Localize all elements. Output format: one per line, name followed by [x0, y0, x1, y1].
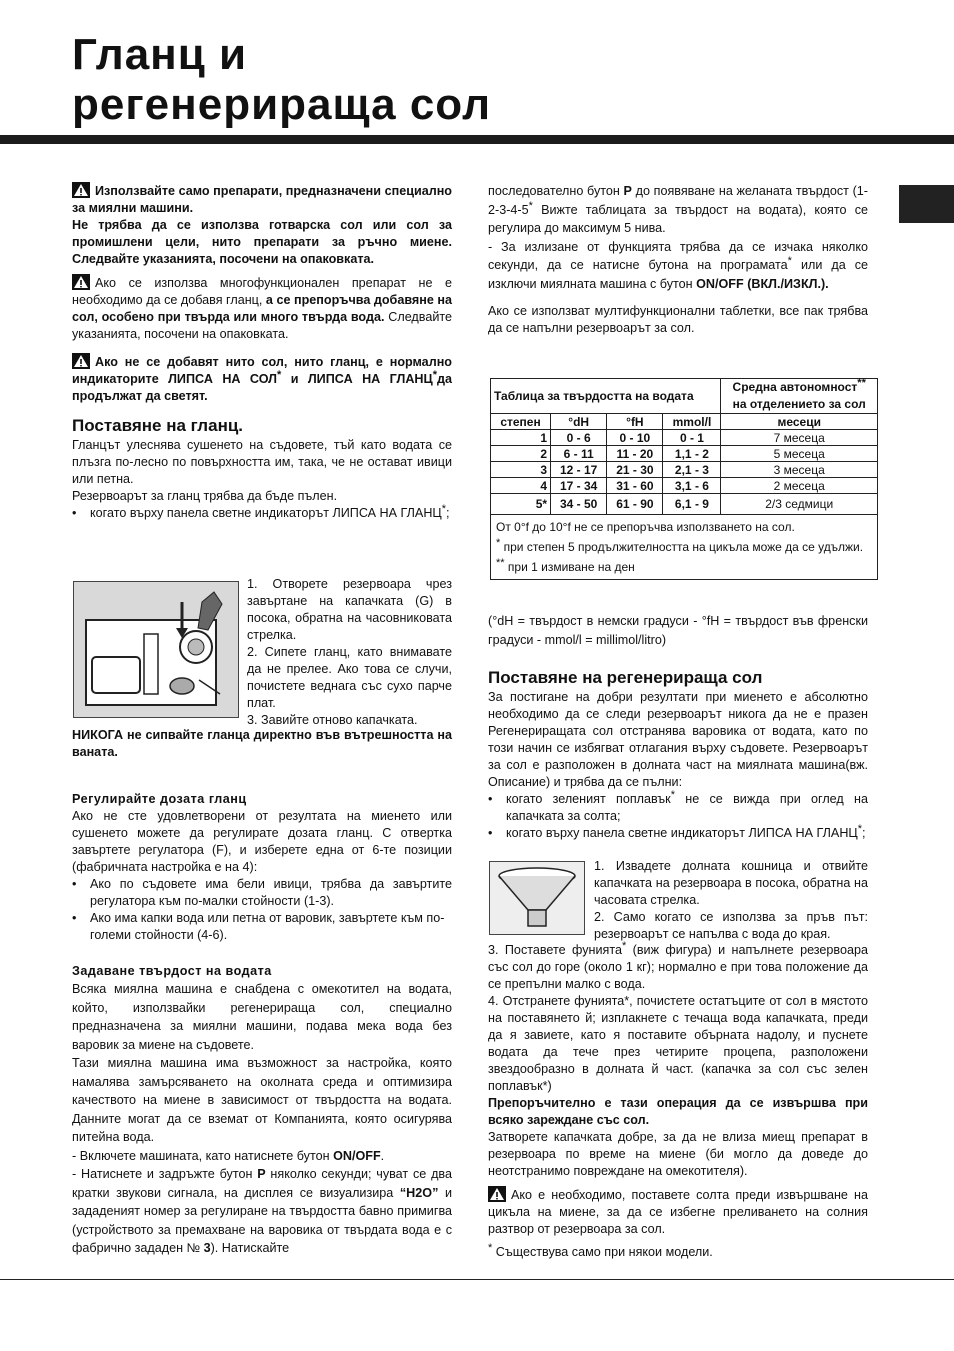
salt-warning: Ако е необходимо, поставете солта преди извършване на цикъла на миене, за да се избегне преливането на солния разтвор от резервоара за сол. [488, 1188, 868, 1236]
salt-step-4: 4. Отстранете фунията*, почистете остатъците от сол в мястото на поставянето й; изплакнете с течаща вода капачката, преди да я завиете, като я поставите обърната надолу, и пуснете водата да тече през четирите процепа, разположени звездообразно в долната й част. (капачка за сол със зелен поплавък*) [488, 994, 868, 1093]
hardness-exit: - За излизане от функцията трябва да се изчака няколко секунди, да се натисне бутона на програмата* или да се изключи миялната машина с бутон ON/OFF (ВКЛ./ИЗКЛ.). [488, 239, 869, 291]
gloss-step-2: 2. Сипете гланц, като внимавате да не прелее. Ако това се случи, почистете веднага със сухо парче плат. [247, 645, 452, 710]
heading-salt: Поставяне на регенерираща сол [488, 668, 763, 687]
table-row: 3 12 - 17 21 - 30 2,1 - 3 3 месеца [491, 462, 878, 478]
right-column-lower [488, 612, 868, 842]
salt-step-3: 3. Поставете фунията* (виж фигура) и напълнете резервоара със сол до горе (около 1 кг); нормално е при това положение да се препълни малко с вода. [488, 939, 869, 991]
units-note: (°dH = твърдост в немски градуси - °fH = твърдост във френски градуси - mmol/l = millimol/litro) [488, 614, 868, 647]
warning-icon [72, 353, 90, 369]
warning-3: Ако не се добавят нито сол, нито гланц, е нормално индикаторите ЛИПСА НА СОЛ* и ЛИПСА НА ГЛАНЦ*да продължат да светят. [72, 355, 452, 403]
hardness-continued: последователно бутон P до появяване на желаната твърдост (1-2-3-4-5* Вижте таблицата за твърдост на водата), която се регулира до максимум 5 нива. [488, 184, 868, 235]
right-column [488, 182, 868, 337]
hardness-paragraph-2: Тази миялна машина има възможност за настройка, която намалява замърсяването на околната среда и оптимизира качеството на миене в зависимост от твърдостта на водата. Данните могат да се вземат от Компанията, която осигурява питейна вода. [72, 1056, 452, 1144]
right-column-bottom [488, 939, 869, 1261]
funnel-illustration [490, 862, 584, 934]
page-title [72, 30, 491, 130]
hardness-table-wrapper [490, 378, 878, 580]
title-line-2: регенерираща сол [72, 80, 492, 129]
dose-paragraph: Ако не сте удовлетворени от резултата на миенето или сушенето можете да регулирате дозата гланц. С отвертка завъртете регулатора (F), и изберете една от 6-те позиции (фабричната настройка е на 4): [72, 809, 452, 874]
warning-icon [72, 182, 90, 198]
warning-2: Ако се използва многофункционален препарат не е необходимо да се добавя гланц, а се препоръчва добавяне на сол, особено при твърда или много твърда вода. Следвайте указанията, посочени на опаковката. [72, 276, 452, 341]
table-header-hardness: Таблица за твърдостта на водата [491, 379, 721, 414]
salt-step-2: 2. Само когато се използва за пръв път: резервоарът се напълва с вода до края. [594, 910, 868, 941]
left-column [72, 182, 452, 522]
heading-hardness: Задаване твърдост на водата [72, 964, 272, 978]
warning-icon [488, 1186, 506, 1202]
gloss-paragraph: Гланцът улеснява сушенето на съдовете, тъй като водата се плъзга по-лесно по повърхността им, така, че не остават ивици или петна. [72, 438, 452, 486]
gloss-step-3: 3. Завийте отново капачката. [247, 713, 418, 727]
salt-step-1: 1. Извадете долната кошница и отвийте капачката на резервоара в посока, обратна на часовата стрелка. [594, 859, 868, 907]
multifunction-note: Ако се използват мултифункционални таблетки, все пак трябва да се напълни резервоарът за сол. [488, 304, 868, 335]
col-header: степен [491, 414, 551, 430]
header-rule [0, 135, 954, 144]
dose-bullet-2: • Ако има капки вода или петна от варовик, завъртете към по-големи стойности (4-6). [72, 910, 452, 944]
warning-1b: Не трябва да се използва готварска сол или сол за промишлени цели, нито препарати за ръчно миене. Следвайте указанията, посочени на опаковката. [72, 218, 452, 266]
gloss-step-1: 1. Отворете резервоара чрез завъртане на капачката (G) в посока, обратна на часовниковата стрелка. [247, 577, 452, 642]
hardness-step-1: - Включете машината, като натиснете бутон ON/OFF. [72, 1148, 385, 1163]
left-column-lower [72, 727, 452, 1258]
salt-close-cap: Затворете капачката добре, за да не влиза миещ препарат в резервоара по време на миене (би могло да доведе до неотстранимо повреждане на омекотителя). [488, 1130, 868, 1178]
col-header: mmol/l [663, 414, 721, 430]
table-row: 4 17 - 34 31 - 60 3,1 - 6 2 месеца [491, 478, 878, 494]
table-note-3: ** при 1 измиване на ден [496, 557, 635, 574]
footer-rule [0, 1279, 954, 1280]
col-header: месеци [721, 414, 878, 430]
col-header: °dH [551, 414, 607, 430]
funnel-figure [489, 861, 585, 935]
gloss-dispenser-figure [73, 581, 239, 718]
table-col-headers [491, 414, 878, 430]
section-tab [899, 185, 954, 223]
table-row: 1 0 - 6 0 - 10 0 - 1 7 месеца [491, 430, 878, 446]
hardness-table [490, 378, 878, 580]
gloss-dispenser-illustration [74, 582, 238, 717]
table-notes [491, 515, 878, 580]
salt-bullet-1: • когато зеленият поплавък* не се вижда при оглед на капачката за солта; [488, 791, 868, 825]
warning-icon [72, 274, 90, 290]
gloss-reservoir: Резервоарът за гланц трябва да бъде пълен. [72, 489, 338, 503]
gloss-bullet: • когато върху панела светне индикаторът ЛИПСА НА ГЛАНЦ*; [72, 505, 452, 522]
dose-bullet-1: • Ако по съдовете има бели ивици, трябва да завъртите регулатора към по-малки стойности (1-3). [72, 876, 452, 910]
table-note-2: * при степен 5 продължителността на цикъла може да се удължи. [496, 537, 864, 554]
heading-dose: Регулирайте дозата гланц [72, 792, 247, 806]
salt-bullet-2: • когато върху панела светне индикаторът ЛИПСА НА ГЛАНЦ*; [488, 825, 868, 842]
table-header-autonomy: Средна автономност** на отделението за сол [721, 379, 878, 414]
salt-recommendation: Препоръчително е тази операция да се извършва при всяко зареждане със сол. [488, 1096, 868, 1127]
table-note-1: От 0°f до 10°f не се препоръчва използването на сол. [496, 520, 795, 534]
title-line-1: Гланц и [72, 30, 248, 79]
warning-1: Използвайте само препарати, предназначени специално за миялни машини. [72, 184, 452, 215]
heading-gloss: Поставяне на гланц. [72, 416, 244, 435]
salt-steps [594, 858, 868, 943]
table-row: 5* 34 - 50 61 - 90 6,1 - 9 2/3 седмици [491, 494, 878, 515]
salt-paragraph: За постигане на добри резултати при миенето е абсолютно необходимо да се следи резервоарът никога да не е празен Регенериращата сол отстранява варовика от водата, като по този начин се избягват отлагания върху съдовете. Резервоарът за сол е разположен в долната част на миялната машина(вж. Описание) и трябва да се пълни: [488, 690, 868, 789]
footnote: * Съществува само при някои модели. [488, 1241, 713, 1259]
gloss-steps [247, 576, 452, 729]
col-header: °fH [607, 414, 663, 430]
hardness-step-2: - Натиснете и задръжте бутон P няколко секунди; чуват се два кратки звукови сигнала, на дисплея се визуализира “H2O” и зададеният номер за регулиране на твърдостта бавно примигва (устройството за премахване на варовика от твърдата вода е с фабрично зададен № 3). Натискайте [72, 1167, 452, 1255]
never-warning: НИКОГА не сипвайте гланца директно във вътрешността на ваната. [72, 728, 452, 759]
hardness-paragraph-1: Всяка миялна машина е снабдена с омекотител на водата, който, използвайки регенерираща сол, специално предназначена за миялни машини, подава мека вода без варовик за миене на съдовете. [72, 982, 452, 1052]
table-row: 2 6 - 11 11 - 20 1,1 - 2 5 месеца [491, 446, 878, 462]
